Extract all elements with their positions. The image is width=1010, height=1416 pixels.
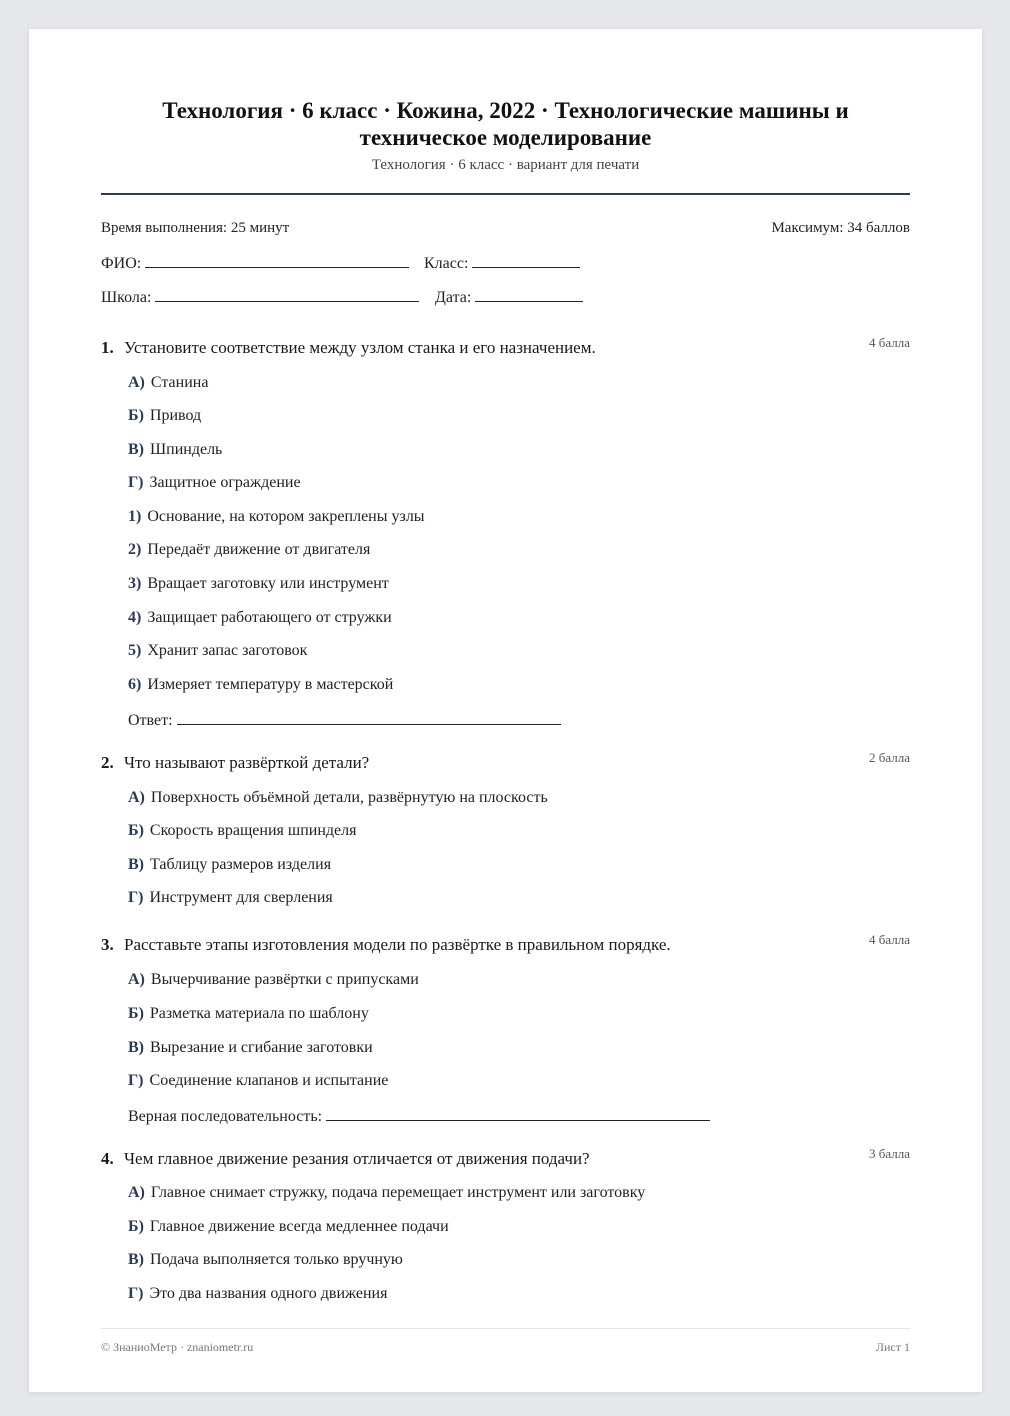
option-a xyxy=(128,789,548,807)
max-score: Максимум: 34 баллов xyxy=(771,220,910,236)
option-a xyxy=(128,1184,645,1202)
option-text: Главное движение всегда медленнее подачи xyxy=(149,1218,449,1235)
question-text: Установите соответствие между узлом станка и его назначением. xyxy=(124,338,596,357)
question-header xyxy=(101,932,910,957)
option-v xyxy=(128,1251,403,1269)
school-label: Школа: xyxy=(101,289,152,306)
option-label: В) xyxy=(128,1251,144,1268)
option-label: 6) xyxy=(128,676,142,693)
page-title: Технология · 6 класс · Кожина, 2022 · Технологические машины и техническое моделирование xyxy=(162,98,849,150)
option-text: Скорость вращения шпинделя xyxy=(149,822,357,839)
option-text: Вычерчивание развёртки с припусками xyxy=(150,971,419,988)
date-field[interactable] xyxy=(435,287,583,307)
fio-field[interactable] xyxy=(101,253,409,273)
option-g xyxy=(128,1072,388,1090)
option-text: Вырезание и сгибание заготовки xyxy=(150,1039,373,1056)
question-number: 2. xyxy=(101,753,114,772)
option-label: Г) xyxy=(128,1285,144,1302)
option-v xyxy=(128,1039,373,1057)
option-b xyxy=(128,822,356,840)
worksheet-page xyxy=(29,29,982,1392)
question-text: Расставьте этапы изготовления модели по развёртке в правильном порядке. xyxy=(124,935,671,954)
option-label: Г) xyxy=(128,1072,144,1089)
answer-field[interactable] xyxy=(128,710,561,730)
option-label: 1) xyxy=(128,508,142,525)
question-3 xyxy=(101,932,910,1125)
option-text: Защитное ограждение xyxy=(149,474,301,491)
question-2 xyxy=(101,750,910,906)
option-v xyxy=(128,441,222,459)
option-a xyxy=(128,374,208,392)
header-divider xyxy=(101,193,910,195)
option-a xyxy=(128,971,419,989)
option-text: Разметка материала по шаблону xyxy=(149,1005,369,1022)
copyright-link[interactable]: © ЗнаниоМетр · znaniometr.ru xyxy=(101,1340,254,1354)
fio-label: ФИО: xyxy=(101,255,142,272)
question-header xyxy=(101,750,910,775)
option-label: В) xyxy=(128,1039,144,1056)
option-text: Главное снимает стружку, подача перемещает инструмент или заготовку xyxy=(150,1184,646,1201)
option-label: А) xyxy=(128,374,145,391)
option-v xyxy=(128,856,331,874)
option-label: В) xyxy=(128,441,144,458)
question-1 xyxy=(101,335,910,729)
option-text: Поверхность объёмной детали, развёрнутую на плоскость xyxy=(150,789,548,806)
meta-row xyxy=(101,220,910,237)
sequence-answer-field[interactable] xyxy=(128,1106,710,1126)
school-input-line[interactable] xyxy=(155,287,419,302)
question-number: 4. xyxy=(101,1149,114,1168)
answer-input-line[interactable] xyxy=(326,1106,710,1121)
option-label: А) xyxy=(128,1184,145,1201)
question-points: 4 балла xyxy=(869,335,910,350)
option-text: Вращает заготовку или инструмент xyxy=(147,575,389,592)
option-g xyxy=(128,889,333,907)
question-number: 1. xyxy=(101,338,114,357)
option-label: Б) xyxy=(128,822,144,839)
sheet-number: Лист 1 xyxy=(875,1340,910,1354)
option-label: Б) xyxy=(128,1218,144,1235)
match-item-1 xyxy=(128,508,425,526)
match-item-4 xyxy=(128,609,392,627)
option-text: Шпиндель xyxy=(150,441,223,458)
question-4 xyxy=(101,1146,910,1302)
option-g xyxy=(128,474,301,492)
time-limit: Время выполнения: 25 минут xyxy=(101,220,290,236)
option-b xyxy=(128,1218,449,1236)
option-text: Это два названия одного движения xyxy=(149,1285,388,1302)
question-points: 4 балла xyxy=(869,932,910,947)
option-b xyxy=(128,407,201,425)
date-input-line[interactable] xyxy=(475,287,583,302)
question-header xyxy=(101,335,910,360)
option-label: Г) xyxy=(128,474,144,491)
option-text: Хранит запас заготовок xyxy=(147,642,308,659)
option-label: А) xyxy=(128,971,145,988)
match-item-2 xyxy=(128,541,370,559)
option-label: 5) xyxy=(128,642,142,659)
match-item-3 xyxy=(128,575,389,593)
class-field[interactable] xyxy=(424,253,580,273)
option-label: Б) xyxy=(128,407,144,424)
option-text: Станина xyxy=(150,374,209,391)
option-label: 4) xyxy=(128,609,142,626)
option-label: В) xyxy=(128,856,144,873)
option-text: Привод xyxy=(149,407,202,424)
option-label: А) xyxy=(128,789,145,806)
question-header xyxy=(101,1146,910,1171)
page-subtitle: Технология · 6 класс · вариант для печати xyxy=(371,157,640,173)
question-text: Чем главное движение резания отличается от движения подачи? xyxy=(124,1149,590,1168)
page-header xyxy=(101,97,910,174)
match-item-5 xyxy=(128,642,307,660)
option-text: Соединение клапанов и испытание xyxy=(149,1072,389,1089)
option-text: Передаёт движение от двигателя xyxy=(147,541,371,558)
option-label: Г) xyxy=(128,889,144,906)
answer-label: Верная последовательность: xyxy=(128,1108,323,1125)
option-label: Б) xyxy=(128,1005,144,1022)
option-b xyxy=(128,1005,369,1023)
school-field[interactable] xyxy=(101,287,419,307)
question-number: 3. xyxy=(101,935,114,954)
date-label: Дата: xyxy=(435,289,472,306)
option-label: 3) xyxy=(128,575,142,592)
option-text: Таблицу размеров изделия xyxy=(150,856,332,873)
answer-input-line[interactable] xyxy=(177,710,561,725)
question-points: 3 балла xyxy=(869,1146,910,1161)
option-text: Подача выполняется только вручную xyxy=(150,1251,403,1268)
option-g xyxy=(128,1285,387,1303)
option-text: Защищает работающего от стружки xyxy=(147,609,392,626)
class-label: Класс: xyxy=(424,255,469,272)
option-label: 2) xyxy=(128,541,142,558)
option-text: Инструмент для сверления xyxy=(149,889,333,906)
class-input-line[interactable] xyxy=(472,253,580,268)
answer-label: Ответ: xyxy=(128,712,173,729)
question-points: 2 балла xyxy=(869,750,910,765)
option-text: Измеряет температуру в мастерской xyxy=(147,676,394,693)
fio-input-line[interactable] xyxy=(145,253,409,268)
page-footer xyxy=(101,1340,910,1355)
match-item-6 xyxy=(128,676,393,694)
footer-divider xyxy=(101,1328,910,1329)
option-text: Основание, на котором закреплены узлы xyxy=(147,508,425,525)
question-text: Что называют развёрткой детали? xyxy=(124,753,370,772)
